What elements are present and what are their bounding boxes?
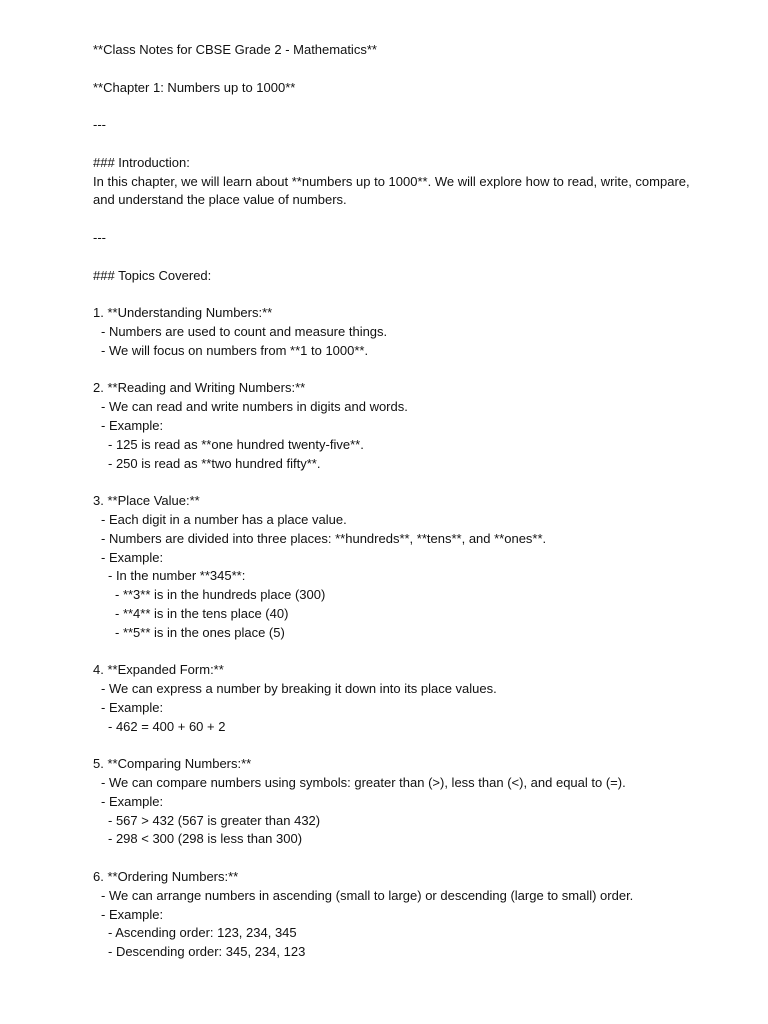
topic-title: 1. **Understanding Numbers:** bbox=[93, 305, 273, 321]
topic-bullet: - Example: bbox=[101, 906, 164, 922]
topic-bullet: - We will focus on numbers from **1 to 1000**. bbox=[101, 342, 369, 358]
topic-title: 3. **Place Value:** bbox=[93, 493, 200, 509]
document-page bbox=[93, 41, 733, 962]
topic-bullet: - Numbers are used to count and measure things. bbox=[101, 323, 388, 339]
blank-line bbox=[93, 97, 733, 116]
separator: --- bbox=[93, 117, 106, 133]
blank-line bbox=[93, 210, 733, 229]
blank-line bbox=[93, 361, 733, 380]
topic-bullet: - Each digit in a number has a place value. bbox=[101, 511, 347, 527]
intro-text-line: and understand the place value of numbers. bbox=[93, 192, 347, 208]
example-item: - Ascending order: 123, 234, 345 bbox=[108, 925, 297, 941]
topic-bullet: - We can compare numbers using symbols: greater than (>), less than (<), and equal to (=). bbox=[101, 775, 626, 791]
blank-line bbox=[93, 248, 733, 267]
topic-bullet: - Example: bbox=[101, 699, 164, 715]
example-item: - 125 is read as **one hundred twenty-five**. bbox=[108, 436, 364, 452]
topic-bullet: - We can read and write numbers in digits and words. bbox=[101, 399, 408, 415]
blank-line bbox=[93, 736, 733, 755]
document-title: **Class Notes for CBSE Grade 2 - Mathematics** bbox=[93, 42, 377, 57]
example-item: - In the number **345**: bbox=[108, 568, 246, 584]
intro-text-line: In this chapter, we will learn about **numbers up to 1000**. We will explore how to read, write, compare, bbox=[93, 173, 690, 189]
blank-line bbox=[93, 849, 733, 868]
intro-heading: ### Introduction: bbox=[93, 154, 190, 170]
topic-bullet: - We can express a number by breaking it down into its place values. bbox=[101, 681, 497, 697]
separator: --- bbox=[93, 229, 106, 245]
example-item: - 567 > 432 (567 is greater than 432) bbox=[108, 812, 321, 828]
topic-bullet: - We can arrange numbers in ascending (small to large) or descending (large to small) order. bbox=[101, 887, 634, 903]
topic-title: 5. **Comparing Numbers:** bbox=[93, 756, 252, 772]
blank-line bbox=[93, 60, 733, 79]
blank-line bbox=[93, 473, 733, 492]
topic-bullet: - Example: bbox=[101, 793, 164, 809]
blank-line bbox=[93, 135, 733, 154]
topic-title: 4. **Expanded Form:** bbox=[93, 662, 224, 678]
blank-line bbox=[93, 643, 733, 662]
example-item: - Descending order: 345, 234, 123 bbox=[108, 944, 306, 960]
example-subitem: - **4** is in the tens place (40) bbox=[115, 605, 289, 621]
example-subitem: - **3** is in the hundreds place (300) bbox=[115, 587, 326, 603]
example-item: - 250 is read as **two hundred fifty**. bbox=[108, 455, 321, 471]
topic-title: 6. **Ordering Numbers:** bbox=[93, 869, 239, 885]
example-subitem: - **5** is in the ones place (5) bbox=[115, 624, 285, 640]
example-item: - 298 < 300 (298 is less than 300) bbox=[108, 831, 303, 847]
blank-line bbox=[93, 285, 733, 304]
topic-bullet: - Example: bbox=[101, 549, 164, 565]
topic-bullet: - Numbers are divided into three places: **hundreds**, **tens**, and **ones**. bbox=[101, 530, 547, 546]
topics-heading: ### Topics Covered: bbox=[93, 267, 212, 283]
topic-bullet: - Example: bbox=[101, 417, 164, 433]
topic-title: 2. **Reading and Writing Numbers:** bbox=[93, 380, 306, 396]
chapter-heading: **Chapter 1: Numbers up to 1000** bbox=[93, 79, 296, 95]
example-item: - 462 = 400 + 60 + 2 bbox=[108, 718, 226, 734]
